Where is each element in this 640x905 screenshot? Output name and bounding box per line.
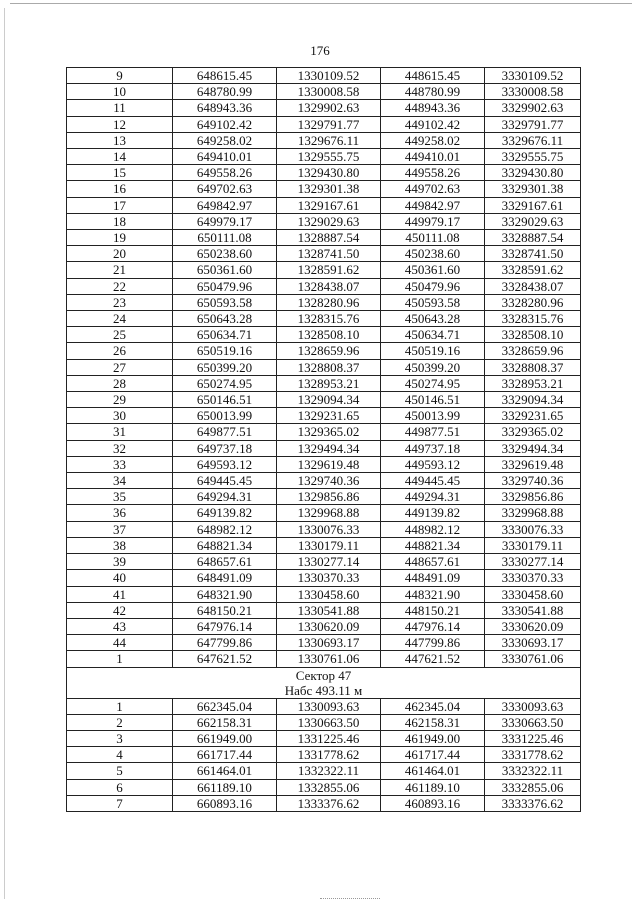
point-number-cell: 1 (67, 698, 173, 714)
point-number-cell: 26 (67, 343, 173, 359)
table-row (67, 100, 581, 116)
x1-cell: 650111.08 (173, 230, 277, 246)
y1-cell: 1329167.61 (277, 197, 381, 213)
point-number-cell: 25 (67, 327, 173, 343)
x2-cell: 449593.12 (381, 456, 485, 472)
x1-cell: 661464.01 (173, 763, 277, 779)
page-edge-top (10, 3, 632, 4)
table-row (67, 537, 581, 553)
x1-cell: 650643.28 (173, 311, 277, 327)
y2-cell: 3329740.36 (485, 473, 581, 489)
x1-cell: 649877.51 (173, 424, 277, 440)
x1-cell: 662345.04 (173, 698, 277, 714)
x1-cell: 648321.90 (173, 586, 277, 602)
table-row (67, 440, 581, 456)
y1-cell: 1332855.06 (277, 779, 381, 795)
x2-cell: 450238.60 (381, 246, 485, 262)
table-row (67, 505, 581, 521)
x1-cell: 649979.17 (173, 213, 277, 229)
x1-cell: 649737.18 (173, 440, 277, 456)
table-row (67, 359, 581, 375)
x1-cell: 650479.96 (173, 278, 277, 294)
table-row (67, 570, 581, 586)
y2-cell: 3331778.62 (485, 747, 581, 763)
x2-cell: 450274.95 (381, 375, 485, 391)
y1-cell: 1330008.58 (277, 84, 381, 100)
table-body-before-sector (67, 68, 581, 668)
x2-cell: 450399.20 (381, 359, 485, 375)
x2-cell: 448150.21 (381, 602, 485, 618)
x1-cell: 650013.99 (173, 408, 277, 424)
point-number-cell: 42 (67, 602, 173, 618)
x1-cell: 647621.52 (173, 651, 277, 667)
table-row (67, 392, 581, 408)
y1-cell: 1329555.75 (277, 149, 381, 165)
y2-cell: 3330179.11 (485, 537, 581, 553)
x2-cell: 449294.31 (381, 489, 485, 505)
y1-cell: 1328438.07 (277, 278, 381, 294)
y2-cell: 3328591.62 (485, 262, 581, 278)
point-number-cell: 41 (67, 586, 173, 602)
y1-cell: 1330370.33 (277, 570, 381, 586)
x1-cell: 648821.34 (173, 537, 277, 553)
x1-cell: 649842.97 (173, 197, 277, 213)
y2-cell: 3329902.63 (485, 100, 581, 116)
x2-cell: 449558.26 (381, 165, 485, 181)
point-number-cell: 24 (67, 311, 173, 327)
y1-cell: 1329494.34 (277, 440, 381, 456)
x1-cell: 650519.16 (173, 343, 277, 359)
table-row (67, 84, 581, 100)
table-body-after-sector (67, 698, 581, 811)
y1-cell: 1328659.96 (277, 343, 381, 359)
y1-cell: 1328591.62 (277, 262, 381, 278)
x2-cell: 448982.12 (381, 521, 485, 537)
x1-cell: 647976.14 (173, 618, 277, 634)
x1-cell: 648943.36 (173, 100, 277, 116)
y1-cell: 1328808.37 (277, 359, 381, 375)
x2-cell: 448321.90 (381, 586, 485, 602)
x2-cell: 450013.99 (381, 408, 485, 424)
bottom-scan-mark (320, 898, 380, 899)
y1-cell: 1329619.48 (277, 456, 381, 472)
y2-cell: 3330277.14 (485, 554, 581, 570)
table-row (67, 230, 581, 246)
y2-cell: 3329555.75 (485, 149, 581, 165)
x2-cell: 460893.16 (381, 795, 485, 811)
point-number-cell: 7 (67, 795, 173, 811)
y1-cell: 1330076.33 (277, 521, 381, 537)
x1-cell: 649139.82 (173, 505, 277, 521)
y1-cell: 1331225.46 (277, 730, 381, 746)
x2-cell: 449737.18 (381, 440, 485, 456)
table-row (67, 456, 581, 472)
x2-cell: 450634.71 (381, 327, 485, 343)
table-row (67, 408, 581, 424)
y2-cell: 3330008.58 (485, 84, 581, 100)
point-number-cell: 15 (67, 165, 173, 181)
point-number-cell: 30 (67, 408, 173, 424)
y2-cell: 3328280.96 (485, 294, 581, 310)
x1-cell: 661717.44 (173, 747, 277, 763)
y2-cell: 3329856.86 (485, 489, 581, 505)
table-row (67, 554, 581, 570)
y1-cell: 1332322.11 (277, 763, 381, 779)
point-number-cell: 17 (67, 197, 173, 213)
x2-cell: 449877.51 (381, 424, 485, 440)
point-number-cell: 10 (67, 84, 173, 100)
y1-cell: 1330541.88 (277, 602, 381, 618)
y2-cell: 3330663.50 (485, 714, 581, 730)
y2-cell: 3330093.63 (485, 698, 581, 714)
x2-cell: 461464.01 (381, 763, 485, 779)
x2-cell: 450146.51 (381, 392, 485, 408)
point-number-cell: 6 (67, 779, 173, 795)
table-row (67, 197, 581, 213)
y1-cell: 1329029.63 (277, 213, 381, 229)
y1-cell: 1328953.21 (277, 375, 381, 391)
point-number-cell: 27 (67, 359, 173, 375)
table-row (67, 116, 581, 132)
y2-cell: 3330541.88 (485, 602, 581, 618)
x1-cell: 648780.99 (173, 84, 277, 100)
point-number-cell: 21 (67, 262, 173, 278)
y1-cell: 1330109.52 (277, 68, 381, 84)
point-number-cell: 37 (67, 521, 173, 537)
x2-cell: 448821.34 (381, 537, 485, 553)
y1-cell: 1330620.09 (277, 618, 381, 634)
x1-cell: 650361.60 (173, 262, 277, 278)
table-row (67, 795, 581, 811)
y2-cell: 3328315.76 (485, 311, 581, 327)
y2-cell: 3328508.10 (485, 327, 581, 343)
x1-cell: 648657.61 (173, 554, 277, 570)
point-number-cell: 4 (67, 747, 173, 763)
y2-cell: 3330076.33 (485, 521, 581, 537)
x1-cell: 650634.71 (173, 327, 277, 343)
y2-cell: 3329231.65 (485, 408, 581, 424)
point-number-cell: 18 (67, 213, 173, 229)
point-number-cell: 14 (67, 149, 173, 165)
table-row (67, 714, 581, 730)
point-number-cell: 9 (67, 68, 173, 84)
y2-cell: 3332855.06 (485, 779, 581, 795)
sector-header-cell (67, 667, 581, 698)
x1-cell: 649258.02 (173, 132, 277, 148)
y2-cell: 3330620.09 (485, 618, 581, 634)
x1-cell: 650274.95 (173, 375, 277, 391)
y2-cell: 3329619.48 (485, 456, 581, 472)
x2-cell: 448657.61 (381, 554, 485, 570)
table-row (67, 618, 581, 634)
x2-cell: 449702.63 (381, 181, 485, 197)
y1-cell: 1328741.50 (277, 246, 381, 262)
y2-cell: 3329430.80 (485, 165, 581, 181)
y2-cell: 3330458.60 (485, 586, 581, 602)
point-number-cell: 22 (67, 278, 173, 294)
y1-cell: 1329902.63 (277, 100, 381, 116)
x1-cell: 650146.51 (173, 392, 277, 408)
x2-cell: 447976.14 (381, 618, 485, 634)
point-number-cell: 44 (67, 635, 173, 651)
x2-cell: 449258.02 (381, 132, 485, 148)
y1-cell: 1329094.34 (277, 392, 381, 408)
y1-cell: 1333376.62 (277, 795, 381, 811)
point-number-cell: 5 (67, 763, 173, 779)
sector-header-group (67, 667, 581, 698)
coordinates-table (66, 67, 581, 812)
table-row (67, 602, 581, 618)
y1-cell: 1329231.65 (277, 408, 381, 424)
table-row (67, 213, 581, 229)
table-row (67, 779, 581, 795)
sector-header-row (67, 667, 581, 698)
table-row (67, 68, 581, 84)
table-row (67, 132, 581, 148)
table-row (67, 473, 581, 489)
table-row (67, 424, 581, 440)
x2-cell: 447799.86 (381, 635, 485, 651)
y2-cell: 3328741.50 (485, 246, 581, 262)
point-number-cell: 16 (67, 181, 173, 197)
point-number-cell: 12 (67, 116, 173, 132)
x2-cell: 447621.52 (381, 651, 485, 667)
y2-cell: 3329167.61 (485, 197, 581, 213)
y1-cell: 1329740.36 (277, 473, 381, 489)
point-number-cell: 32 (67, 440, 173, 456)
x2-cell: 449979.17 (381, 213, 485, 229)
x2-cell: 448615.45 (381, 68, 485, 84)
table-row (67, 327, 581, 343)
x2-cell: 461717.44 (381, 747, 485, 763)
y1-cell: 1330179.11 (277, 537, 381, 553)
table-row (67, 181, 581, 197)
x2-cell: 450361.60 (381, 262, 485, 278)
table-row (67, 521, 581, 537)
point-number-cell: 2 (67, 714, 173, 730)
y1-cell: 1328280.96 (277, 294, 381, 310)
x2-cell: 449842.97 (381, 197, 485, 213)
y2-cell: 3328438.07 (485, 278, 581, 294)
point-number-cell: 43 (67, 618, 173, 634)
x1-cell: 649410.01 (173, 149, 277, 165)
y2-cell: 3329791.77 (485, 116, 581, 132)
table-row (67, 489, 581, 505)
point-number-cell: 39 (67, 554, 173, 570)
table-row (67, 747, 581, 763)
point-number-cell: 3 (67, 730, 173, 746)
y1-cell: 1330093.63 (277, 698, 381, 714)
y2-cell: 3332322.11 (485, 763, 581, 779)
x2-cell: 462345.04 (381, 698, 485, 714)
y1-cell: 1330458.60 (277, 586, 381, 602)
y1-cell: 1329365.02 (277, 424, 381, 440)
point-number-cell: 36 (67, 505, 173, 521)
x1-cell: 648982.12 (173, 521, 277, 537)
x1-cell: 649294.31 (173, 489, 277, 505)
x1-cell: 650593.58 (173, 294, 277, 310)
y1-cell: 1329856.86 (277, 489, 381, 505)
y1-cell: 1329791.77 (277, 116, 381, 132)
x1-cell: 649558.26 (173, 165, 277, 181)
point-number-cell: 1 (67, 651, 173, 667)
point-number-cell: 13 (67, 132, 173, 148)
y2-cell: 3328808.37 (485, 359, 581, 375)
table-row (67, 343, 581, 359)
x1-cell: 648615.45 (173, 68, 277, 84)
x1-cell: 661949.00 (173, 730, 277, 746)
y1-cell: 1328508.10 (277, 327, 381, 343)
y1-cell: 1329968.88 (277, 505, 381, 521)
y2-cell: 3328659.96 (485, 343, 581, 359)
y2-cell: 3329676.11 (485, 132, 581, 148)
y1-cell: 1331778.62 (277, 747, 381, 763)
y1-cell: 1330663.50 (277, 714, 381, 730)
page-edge-left (4, 8, 5, 899)
page-number: 176 (310, 43, 330, 58)
point-number-cell: 38 (67, 537, 173, 553)
y2-cell: 3330761.06 (485, 651, 581, 667)
y2-cell: 3328887.54 (485, 230, 581, 246)
table-row (67, 586, 581, 602)
x1-cell: 648491.09 (173, 570, 277, 586)
y2-cell: 3329494.34 (485, 440, 581, 456)
x2-cell: 448943.36 (381, 100, 485, 116)
table-row (67, 763, 581, 779)
point-number-cell: 35 (67, 489, 173, 505)
table-row (67, 149, 581, 165)
x1-cell: 662158.31 (173, 714, 277, 730)
x2-cell: 462158.31 (381, 714, 485, 730)
y2-cell: 3329094.34 (485, 392, 581, 408)
table-row (67, 698, 581, 714)
table-row (67, 651, 581, 667)
point-number-cell: 33 (67, 456, 173, 472)
y2-cell: 3329365.02 (485, 424, 581, 440)
x1-cell: 649445.45 (173, 473, 277, 489)
point-number-cell: 20 (67, 246, 173, 262)
x1-cell: 649702.63 (173, 181, 277, 197)
y1-cell: 1330761.06 (277, 651, 381, 667)
table-row (67, 262, 581, 278)
y2-cell: 3329968.88 (485, 505, 581, 521)
x2-cell: 450643.28 (381, 311, 485, 327)
y1-cell: 1330277.14 (277, 554, 381, 570)
y1-cell: 1328887.54 (277, 230, 381, 246)
y1-cell: 1328315.76 (277, 311, 381, 327)
sector-title: Сектор 47 (295, 667, 352, 683)
table-row (67, 311, 581, 327)
y2-cell: 3330370.33 (485, 570, 581, 586)
table-row (67, 635, 581, 651)
x2-cell: 461949.00 (381, 730, 485, 746)
x1-cell: 660893.16 (173, 795, 277, 811)
y1-cell: 1329430.80 (277, 165, 381, 181)
x2-cell: 449445.45 (381, 473, 485, 489)
table-row (67, 375, 581, 391)
sector-height: Набс 493.11 м (284, 682, 363, 698)
y1-cell: 1330693.17 (277, 635, 381, 651)
x1-cell: 647799.86 (173, 635, 277, 651)
point-number-cell: 29 (67, 392, 173, 408)
x2-cell: 448780.99 (381, 84, 485, 100)
table-row (67, 294, 581, 310)
table-row (67, 246, 581, 262)
x2-cell: 450479.96 (381, 278, 485, 294)
x1-cell: 661189.10 (173, 779, 277, 795)
x2-cell: 450519.16 (381, 343, 485, 359)
point-number-cell: 11 (67, 100, 173, 116)
table-row (67, 278, 581, 294)
x1-cell: 648150.21 (173, 602, 277, 618)
x2-cell: 449139.82 (381, 505, 485, 521)
y2-cell: 3329029.63 (485, 213, 581, 229)
y2-cell: 3331225.46 (485, 730, 581, 746)
table-row (67, 165, 581, 181)
x1-cell: 650399.20 (173, 359, 277, 375)
y2-cell: 3328953.21 (485, 375, 581, 391)
y1-cell: 1329676.11 (277, 132, 381, 148)
x2-cell: 449102.42 (381, 116, 485, 132)
x1-cell: 650238.60 (173, 246, 277, 262)
table-row (67, 730, 581, 746)
x2-cell: 449410.01 (381, 149, 485, 165)
x2-cell: 461189.10 (381, 779, 485, 795)
x1-cell: 649593.12 (173, 456, 277, 472)
y2-cell: 3330109.52 (485, 68, 581, 84)
x2-cell: 450111.08 (381, 230, 485, 246)
point-number-cell: 19 (67, 230, 173, 246)
y2-cell: 3330693.17 (485, 635, 581, 651)
point-number-cell: 28 (67, 375, 173, 391)
x2-cell: 450593.58 (381, 294, 485, 310)
y2-cell: 3329301.38 (485, 181, 581, 197)
point-number-cell: 34 (67, 473, 173, 489)
x2-cell: 448491.09 (381, 570, 485, 586)
x1-cell: 649102.42 (173, 116, 277, 132)
point-number-cell: 23 (67, 294, 173, 310)
y1-cell: 1329301.38 (277, 181, 381, 197)
point-number-cell: 40 (67, 570, 173, 586)
point-number-cell: 31 (67, 424, 173, 440)
y2-cell: 3333376.62 (485, 795, 581, 811)
